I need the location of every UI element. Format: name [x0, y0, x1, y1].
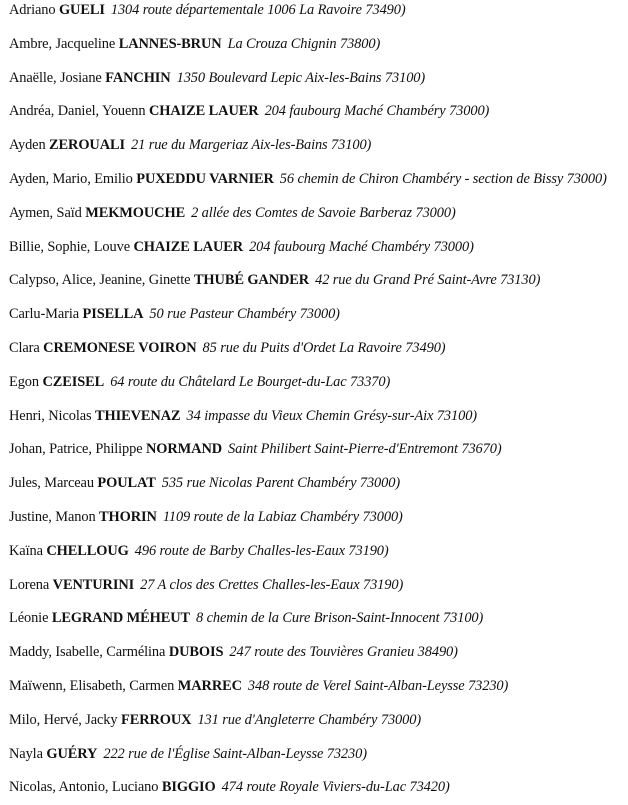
address: 21 rue du Margeriaz Aix-les-Bains 73100)	[131, 137, 372, 154]
address: 56 chemin de Chiron Chambéry - section de Bissy 73000)	[279, 170, 607, 187]
list-item	[9, 332, 628, 366]
first-names: Maddy, Isabelle, Carmélina	[9, 644, 166, 661]
surname: FERROUX	[121, 711, 192, 728]
surname: CHAIZE LAUER	[149, 103, 259, 120]
surname: CHAIZE LAUER	[133, 238, 244, 255]
first-names: Egon	[9, 373, 39, 390]
address: 85 rue du Puits d'Ordet La Ravoire 73490)	[202, 339, 446, 356]
first-names: Anaëlle, Josiane	[9, 69, 102, 86]
address: 64 route du Châtelard Le Bourget-du-Lac 73370)	[110, 373, 391, 390]
list-item	[9, 366, 628, 400]
list-item	[9, 95, 628, 129]
first-names: Ambre, Jacqueline	[9, 35, 116, 52]
first-names: Léonie	[9, 610, 49, 627]
address: Saint Philibert Saint-Pierre-d'Entremont 73670)	[228, 441, 502, 458]
list-item	[9, 129, 628, 163]
surname: LEGRAND MÉHEUT	[51, 610, 190, 627]
surname: CZEISEL	[42, 373, 105, 390]
address: 496 route de Barby Challes-les-Eaux 73190)	[134, 542, 389, 559]
address: 1109 route de la Labiaz Chambéry 73000)	[162, 508, 403, 525]
surname: VENTURINI	[52, 576, 135, 593]
surname: GUÉRY	[46, 745, 98, 762]
list-item	[9, 0, 628, 28]
first-names: Justine, Manon	[9, 508, 96, 525]
surname: POULAT	[97, 475, 156, 492]
surname: ZEROUALI	[49, 137, 126, 154]
address: 247 route des Touvières Granieu 38490)	[229, 644, 458, 661]
surname: CHELLOUG	[46, 542, 129, 559]
first-names: Clara	[9, 339, 40, 356]
first-names: Nayla	[9, 745, 43, 762]
address: 222 rue de l'Église Saint-Alban-Leysse 73230)	[103, 745, 367, 762]
surname: THIEVENAZ	[95, 407, 181, 424]
first-names: Adriano	[9, 2, 56, 18]
list-item	[9, 636, 628, 670]
list-item	[9, 467, 628, 501]
first-names: Billie, Sophie, Louve	[9, 238, 131, 255]
surname: FANCHIN	[105, 69, 171, 86]
list-item	[9, 704, 628, 738]
first-names: Johan, Patrice, Philippe	[9, 441, 143, 458]
address: 131 rue d'Angleterre Chambéry 73000)	[197, 711, 422, 728]
list-item	[9, 28, 628, 62]
surname: PISELLA	[82, 306, 144, 323]
surname: MARREC	[177, 677, 242, 694]
surname: PUXEDDU VARNIER	[136, 170, 274, 187]
first-names: Henri, Nicolas	[9, 407, 92, 424]
name-list	[9, 0, 628, 805]
address: 27 A clos des Crettes Challes-les-Eaux 73190)	[140, 576, 404, 593]
surname: CREMONESE VOIRON	[43, 339, 197, 356]
list-item	[9, 535, 628, 569]
list-item	[9, 400, 628, 434]
address: 8 chemin de la Cure Brison-Saint-Innocent 73100)	[195, 610, 484, 627]
first-names: Lorena	[9, 576, 50, 593]
surname: LANNES-BRUN	[118, 35, 222, 52]
list-item	[9, 602, 628, 636]
surname: NORMAND	[146, 441, 223, 458]
address: 50 rue Pasteur Chambéry 73000)	[149, 306, 340, 323]
first-names: Maïwenn, Elisabeth, Carmen	[9, 677, 175, 694]
list-item	[9, 62, 628, 96]
first-names: Ayden, Mario, Emilio	[9, 170, 133, 187]
address: La Crouza Chignin 73800)	[227, 35, 381, 52]
surname: THUBÉ GANDER	[193, 272, 310, 289]
first-names: Jules, Marceau	[9, 475, 94, 492]
address: 204 faubourg Maché Chambéry 73000)	[249, 238, 474, 255]
list-item	[9, 264, 628, 298]
list-item	[9, 163, 628, 197]
list-item	[9, 433, 628, 467]
list-item	[9, 501, 628, 535]
surname: THORIN	[99, 508, 157, 525]
list-item	[9, 771, 628, 805]
surname: BIGGIO	[161, 779, 216, 796]
first-names: Milo, Hervé, Jacky	[9, 711, 118, 728]
list-item	[9, 298, 628, 332]
address: 1350 Boulevard Lepic Aix-les-Bains 73100)	[176, 69, 426, 86]
surname: DUBOIS	[168, 644, 224, 661]
address: 2 allée des Comtes de Savoie Barberaz 73000)	[191, 204, 456, 221]
first-names: Aymen, Saïd	[9, 204, 82, 221]
address: 204 faubourg Maché Chambéry 73000)	[264, 103, 490, 120]
address: 474 route Royale Viviers-du-Lac 73420)	[221, 779, 450, 796]
address: 535 rue Nicolas Parent Chambéry 73000)	[161, 475, 401, 492]
surname: MEKMOUCHE	[85, 204, 186, 221]
first-names: Carlu-Maria	[9, 306, 80, 323]
address: 42 rue du Grand Pré Saint-Avre 73130)	[315, 272, 541, 289]
list-item	[9, 738, 628, 772]
first-names: Calypso, Alice, Jeanine, Ginette	[9, 272, 191, 289]
first-names: Nicolas, Antonio, Luciano	[9, 779, 159, 796]
list-item	[9, 569, 628, 603]
first-names: Andréa, Daniel, Youenn	[9, 103, 146, 120]
surname: GUELI	[58, 2, 105, 18]
address: 1304 route départementale 1006 La Ravoire 73490)	[110, 2, 406, 18]
list-item	[9, 197, 628, 231]
list-item	[9, 670, 628, 704]
list-item	[9, 231, 628, 265]
first-names: Kaïna	[9, 542, 43, 559]
address: 34 impasse du Vieux Chemin Grésy-sur-Aix 73100)	[186, 407, 477, 424]
address: 348 route de Verel Saint-Alban-Leysse 73230)	[247, 677, 509, 694]
first-names: Ayden	[9, 137, 46, 154]
